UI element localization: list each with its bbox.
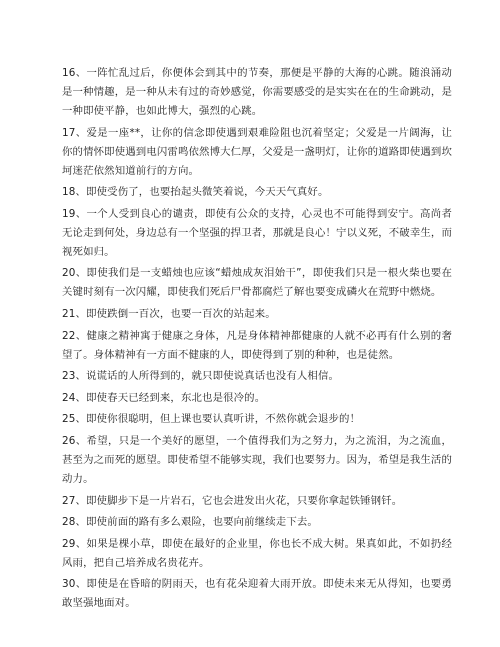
entry-number: 26 bbox=[62, 434, 76, 447]
entry-number: 22 bbox=[62, 329, 76, 342]
entry-18: 18、即使受伤了，也要抬起头微笑着说，今天天气真好。 bbox=[62, 186, 329, 199]
entry-number: 25 bbox=[62, 413, 76, 426]
entry-number: 28 bbox=[62, 516, 76, 529]
entry-25: 25、即使你很聪明，但上课也要认真听讲，不然你就会退步的！ bbox=[62, 413, 361, 426]
entry-17: 17、爱是一座**，让你的信念即使遇到艰难险阻也沉着坚定；父爱是一片阔海，让你的情怀即使遇到电闪雷鸣依然博大仁厚，父爱是一盏明灯，让你的道路即使遇到坎坷迷茫依然知道前行的方向。 bbox=[62, 126, 452, 177]
entry-text: 健康之精神寓于健康之身体，凡是身体精神都健康的人就不必再有什么别的奢望了。身体精神有一方面不健康的人，即使得到了别的种种，也是徒然。 bbox=[62, 329, 452, 361]
entry-number: 17 bbox=[62, 126, 76, 139]
entry-number: 20 bbox=[62, 267, 76, 280]
entry-29: 29、如果是棵小草，即使在最好的企业里，你也长不成大树。果真如此，不如扔经风雨，把自己培养成名贵花卉。 bbox=[62, 537, 452, 569]
entry-number: 27 bbox=[62, 494, 76, 507]
entry-number: 24 bbox=[62, 391, 76, 404]
entry-20: 20、即使我们是一支蜡烛也应该“蜡烛成灰泪始干”，即使我们只是一根火柴也要在关键时刻有一次闪耀，即使我们死后尸骨都腐烂了解也要变成磷火在荒野中燃烧。 bbox=[62, 267, 452, 299]
entry-number: 30 bbox=[62, 578, 76, 591]
entry-text: 即使前面的路有多么艰险，也要向前继续走下去。 bbox=[86, 516, 318, 529]
entry-text: 即使春天已经到来，东北也是很冷的。 bbox=[86, 391, 266, 404]
entry-19: 19、一个人受到良心的谴责，即使有公众的支持，心灵也不可能得到安宁。高尚者无论走到何处，身边总有一个坚强的捍卫者，那就是良心！宁以义死，不破幸生，而视死如归。 bbox=[62, 207, 452, 258]
entry-21: 21、即使跌倒一百次，也要一百次的站起来。 bbox=[62, 307, 276, 320]
entry-number: 19 bbox=[62, 207, 76, 220]
entry-text: 一个人受到良心的谴责，即使有公众的支持，心灵也不可能得到安宁。高尚者无论走到何处，身边总有一个坚强的捍卫者，那就是良心！宁以义死，不破幸生，而视死如归。 bbox=[62, 207, 452, 258]
entry-text: 希望，只是一个美好的愿望，一个值得我们为之努力，为之流泪，为之流血，甚至为之而死的愿望。即使希望不能够实现，我们也要努力。因为，希望是我生活的动力。 bbox=[62, 434, 452, 485]
entry-24: 24、即使春天已经到来，东北也是很冷的。 bbox=[62, 391, 266, 404]
entry-30: 30、即使是在昏暗的阴雨天，也有花朵迎着大雨开放。即使未来无从得知，也要勇敢坚强地面对。 bbox=[62, 578, 452, 610]
entry-text: 即使是在昏暗的阴雨天，也有花朵迎着大雨开放。即使未来无从得知，也要勇敢坚强地面对。 bbox=[62, 578, 452, 610]
entry-number: 29 bbox=[62, 537, 76, 550]
entry-number: 21 bbox=[62, 307, 76, 320]
entry-text: 即使我们是一支蜡烛也应该“蜡烛成灰泪始干”，即使我们只是一根火柴也要在关键时刻有一次闪耀，即使我们死后尸骨都腐烂了解也要变成磷火在荒野中燃烧。 bbox=[62, 267, 452, 299]
entry-28: 28、即使前面的路有多么艰险，也要向前继续走下去。 bbox=[62, 516, 318, 529]
entry-text: 即使受伤了，也要抬起头微笑着说，今天天气真好。 bbox=[86, 186, 329, 199]
entry-number: 16 bbox=[62, 67, 76, 79]
document-body bbox=[62, 64, 452, 616]
entry-text: 如果是棵小草，即使在最好的企业里，你也长不成大树。果真如此，不如扔经风雨，把自己培养成名贵花卉。 bbox=[62, 537, 452, 569]
entry-text: 说谎话的人所得到的，就只即使说真话也没有人相信。 bbox=[86, 370, 340, 383]
entry-number: 23 bbox=[62, 370, 76, 383]
entry-16: 16、一阵忙乱过后，你便体会到其中的节奏，那便是平静的大海的心跳。随浪涌动是一种情趣，是一种从未有过的奇妙感觉，你需要感受的是实实在在的生命跳动，是一种即使平静，也如此博大，强烈的心跳。 bbox=[62, 67, 452, 117]
entry-text: 爱是一座**，让你的信念即使遇到艰难险阻也沉着坚定；父爱是一片阔海，让你的情怀即使遇到电闪雷鸣依然博大仁厚，父爱是一盏明灯，让你的道路即使遇到坎坷迷茫依然知道前行的方向。 bbox=[62, 126, 452, 177]
entry-number: 18 bbox=[62, 186, 76, 199]
entry-22: 22、健康之精神寓于健康之身体，凡是身体精神都健康的人就不必再有什么别的奢望了。身体精神有一方面不健康的人，即使得到了别的种种，也是徒然。 bbox=[62, 329, 452, 361]
entry-text: 即使你很聪明，但上课也要认真听讲，不然你就会退步的！ bbox=[86, 413, 361, 426]
entry-26: 26、希望，只是一个美好的愿望，一个值得我们为之努力，为之流泪，为之流血，甚至为之而死的愿望。即使希望不能够实现，我们也要努力。因为，希望是我生活的动力。 bbox=[62, 434, 452, 485]
entry-23: 23、说谎话的人所得到的，就只即使说真话也没有人相信。 bbox=[62, 370, 340, 383]
entry-text: 一阵忙乱过后，你便体会到其中的节奏，那便是平静的大海的心跳。随浪涌动是一种情趣，是一种从未有过的奇妙感觉，你需要感受的是实实在在的生命跳动，是一种即使平静，也如此博大，强烈的心跳。 bbox=[62, 67, 452, 117]
entry-text: 即使脚步下是一片岩石，它也会进发出火花，只要你拿起铁锤钢钎。 bbox=[86, 494, 403, 507]
entry-text: 即使跌倒一百次，也要一百次的站起来。 bbox=[86, 307, 276, 320]
entry-27: 27、即使脚步下是一片岩石，它也会进发出火花，只要你拿起铁锤钢钎。 bbox=[62, 494, 403, 507]
